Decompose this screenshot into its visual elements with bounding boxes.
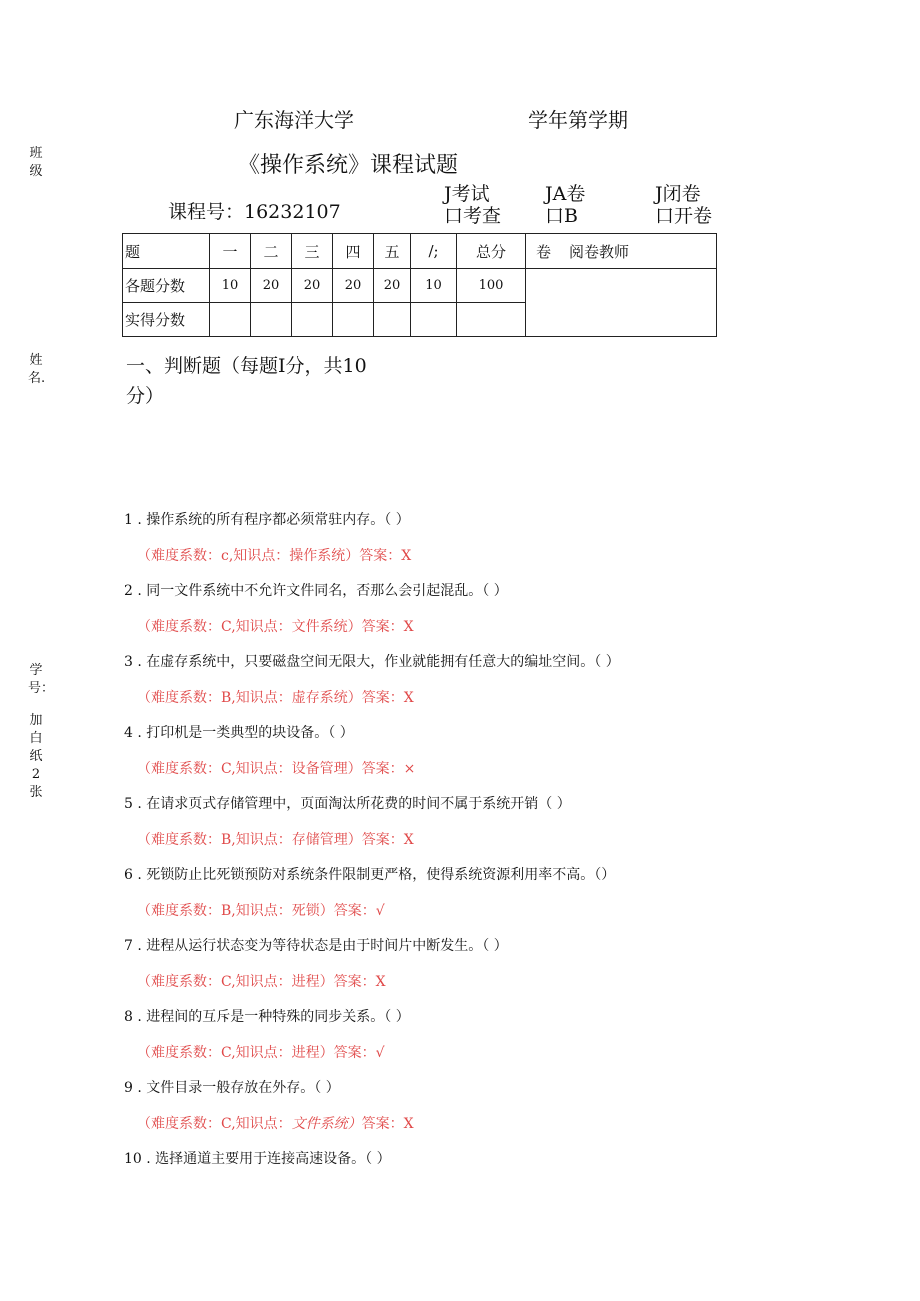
university-name: 广东海洋大学 — [234, 108, 354, 132]
question-10: 10 . 选择通道主要用于连接高速设备。（ ） — [124, 1151, 391, 1167]
points-row — [123, 269, 717, 303]
points-cell: 10 — [210, 269, 251, 303]
total-header: 总分 — [457, 234, 526, 269]
column-2-header: 二 — [251, 234, 292, 269]
question-2: 2 . 同一文件系统中不允许文件同名，否那么会引起混乱。（ ） — [124, 583, 508, 599]
earned-cell[interactable] — [411, 303, 457, 337]
open-book-option-line: 口开卷 — [655, 205, 713, 227]
points-cell: 20 — [292, 269, 333, 303]
question-3: 3 . 在虚存系统中，只要磁盘空间无限大，作业就能拥有任意大的编址空间。（ ） — [124, 654, 620, 670]
term-label: 学年第学期 — [528, 108, 628, 132]
student-id-label: 学号： — [28, 663, 55, 696]
course-title: 《操作系统》课程试题 — [238, 153, 459, 178]
extra-char: 卷 — [536, 242, 552, 261]
column-1-header: 一 — [210, 234, 251, 269]
earned-cell[interactable] — [333, 303, 374, 337]
column-5-header: 五 — [374, 234, 411, 269]
answer-9-suffix: 答案：X — [361, 1116, 414, 1132]
name-label: 姓名. — [28, 353, 46, 386]
teacher-label: 阅卷教师 — [569, 242, 630, 261]
question-4: 4 . 打印机是一类典型的块设备。（ ） — [124, 725, 354, 741]
points-cell: 20 — [251, 269, 292, 303]
question-1: 1 . 操作系统的所有程序都必须常驻内存。（ ） — [124, 512, 410, 528]
answer-3: （难度系数：B,知识点：虚存系统）答案：X — [137, 690, 414, 706]
section-title: 一、判断题（每题I分，共10 — [126, 355, 367, 377]
answer-4: （难度系数：C,知识点：设备管理）答案：× — [137, 761, 416, 777]
teacher-signature-cell[interactable] — [526, 269, 717, 337]
answer-9-prefix: （难度系数：C,知识点： — [137, 1116, 292, 1132]
column-3-header: 三 — [292, 234, 333, 269]
paper-a-option-line: JA卷 — [545, 183, 586, 205]
points-total-cell: 100 — [457, 269, 526, 303]
section-title-continued: 分） — [126, 385, 165, 407]
answer-8: （难度系数：C,知识点：进程）答案：√ — [137, 1045, 385, 1061]
points-cell: 10 — [411, 269, 457, 303]
earned-total-cell[interactable] — [457, 303, 526, 337]
answer-7: （难度系数：C,知识点：进程）答案：X — [137, 974, 386, 990]
answer-1: （难度系数：c,知识点：操作系统）答案：X — [137, 548, 412, 564]
exam-option-line: J考试 — [444, 183, 490, 205]
question-6: 6 . 死锁防止比死锁预防对系统条件限制更严格，使得系统资源利用率不高。（） — [124, 867, 616, 883]
points-cell: 20 — [333, 269, 374, 303]
class-label: 班级 — [29, 146, 43, 179]
question-9: 9 . 文件目录一般存放在外存。（ ） — [124, 1080, 340, 1096]
column-6-header: /; — [411, 234, 457, 269]
points-cell: 20 — [374, 269, 411, 303]
paper-version-option — [545, 183, 585, 227]
earned-cell[interactable] — [374, 303, 411, 337]
book-mode-option — [655, 183, 712, 227]
earned-cell[interactable] — [251, 303, 292, 337]
answer-9-topic: 文件系统） — [291, 1116, 362, 1132]
test-option-line: 口考查 — [444, 205, 502, 227]
answer-6: （难度系数：B,知识点：死锁）答案：√ — [137, 903, 385, 919]
answer-2: （难度系数：C,知识点：文件系统）答案：X — [137, 619, 414, 635]
earned-cell[interactable] — [292, 303, 333, 337]
answer-5: （难度系数：B,知识点：存储管理）答案：X — [137, 832, 414, 848]
closed-book-option-line: J闭卷 — [655, 183, 701, 205]
course-number: 课程号：16232107 — [168, 201, 341, 223]
score-table — [122, 233, 717, 337]
points-label: 各题分数 — [123, 269, 210, 303]
question-5: 5 . 在请求页式存储管理中，页面淘汰所花费的时间不属于系统开销（ ） — [124, 796, 571, 812]
question-8: 8 . 进程间的互斥是一种特殊的同步关系。（ ） — [124, 1009, 410, 1025]
score-table-header-row — [123, 234, 717, 269]
answer-9 — [137, 1113, 414, 1133]
earned-label: 实得分数 — [123, 303, 210, 337]
paper-b-option-line: 口B — [545, 205, 578, 227]
extra-paper-label: 加白纸2张 — [29, 713, 43, 800]
question-7: 7 . 进程从运行状态变为等待状态是由于时间片中断发生。（ ） — [124, 938, 508, 954]
header-cell: 题 — [123, 234, 210, 269]
earned-cell[interactable] — [210, 303, 251, 337]
teacher-header — [526, 234, 717, 269]
exam-type-option — [444, 183, 501, 227]
column-4-header: 四 — [333, 234, 374, 269]
